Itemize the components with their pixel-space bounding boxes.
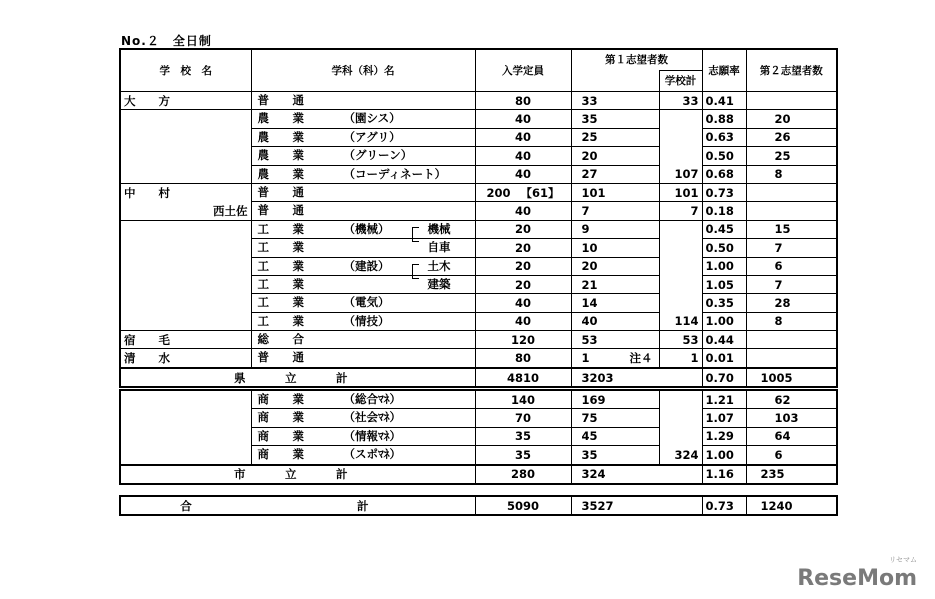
- application-ratio: 0.18: [702, 202, 746, 220]
- school-total-value: [659, 220, 702, 238]
- school-total-value: [659, 147, 702, 165]
- first-choice-value: [571, 239, 659, 257]
- grand-total-second: 1240: [760, 498, 793, 513]
- course-field: 工 業: [257, 240, 310, 255]
- application-ratio: 1.00: [702, 257, 746, 275]
- course-field: 商 業: [257, 428, 310, 443]
- course-specialty: （スポﾏﾈ）: [343, 447, 401, 462]
- second-choice-value: [746, 92, 837, 110]
- capacity-number: 20: [514, 240, 531, 255]
- capacity-number: 120: [510, 332, 535, 347]
- course-name: [251, 183, 475, 201]
- second-choice-value: [746, 349, 837, 368]
- course-name: [251, 92, 475, 110]
- second-choice-value: 103: [746, 409, 837, 427]
- table-row: [120, 202, 837, 220]
- school-total-value: [659, 275, 702, 293]
- grand-total-table: [119, 495, 838, 516]
- capacity-value: [475, 312, 571, 330]
- capacity-value: [475, 183, 571, 201]
- course-field: 商 業: [257, 410, 310, 425]
- course-name: [251, 331, 475, 349]
- course-subdivision: 自車: [427, 240, 451, 255]
- school-name: 大 方: [120, 92, 251, 110]
- first-choice-number: 35: [581, 447, 598, 462]
- prefectural-table: [119, 48, 838, 388]
- bracket-mark: [412, 239, 419, 243]
- second-choice-value: 8: [746, 312, 837, 330]
- course-name: [251, 409, 475, 427]
- course-specialty: （機械）: [343, 221, 390, 236]
- first-choice-value: [571, 312, 659, 330]
- second-choice-value: 7: [746, 275, 837, 293]
- first-choice-number: 1: [581, 351, 590, 366]
- school-total-value: [659, 427, 702, 445]
- capacity-number: 80: [514, 351, 531, 366]
- application-ratio: 0.68: [702, 165, 746, 183]
- capacity-value: [475, 275, 571, 293]
- header-course: 学科（科）名: [251, 49, 475, 92]
- second-choice-value: 8: [746, 165, 837, 183]
- application-ratio: 0.41: [702, 92, 746, 110]
- course-name: [251, 349, 475, 368]
- first-choice-note: 注４: [629, 351, 653, 366]
- school-total-value: 107: [659, 165, 702, 183]
- logo-small-text: リセマム: [889, 556, 917, 564]
- course-field: 工 業: [257, 313, 310, 328]
- application-ratio: 0.44: [702, 331, 746, 349]
- first-choice-number: 14: [581, 295, 598, 310]
- second-choice-value: 25: [746, 147, 837, 165]
- second-choice-value: [746, 202, 837, 220]
- capacity-value: [475, 409, 571, 427]
- school-total-value: 114: [659, 312, 702, 330]
- capacity-number: 80: [514, 93, 531, 108]
- capacity-number: 35: [514, 447, 531, 462]
- application-ratio: 0.45: [702, 220, 746, 238]
- course-specialty: （建設）: [343, 258, 390, 273]
- application-ratio: 1.07: [702, 409, 746, 427]
- capacity-value: [475, 220, 571, 238]
- grand-total-label-b: 計: [251, 496, 475, 515]
- capacity-number: 40: [514, 112, 531, 127]
- city-total-first: 324: [571, 465, 659, 484]
- course-subdivision: 機械: [427, 221, 451, 236]
- first-choice-number: 35: [581, 112, 598, 127]
- course-subdivision: 建築: [427, 276, 451, 291]
- first-choice-value: [571, 409, 659, 427]
- header-school-total: 学校計: [659, 71, 702, 92]
- capacity-value: [475, 390, 571, 409]
- capacity-number: 40: [514, 130, 531, 145]
- grand-total-capacity: 5090: [475, 496, 571, 515]
- city-total-second: 235: [746, 465, 837, 484]
- table-row: [120, 110, 837, 128]
- grand-total-label-a: 合: [180, 498, 192, 513]
- school-name: 宿 毛: [120, 331, 251, 349]
- header-capacity: 入学定員: [475, 49, 571, 92]
- course-field: 農 業: [257, 111, 310, 126]
- school-total-value: [659, 128, 702, 146]
- course-name: [251, 110, 475, 128]
- table-row: [120, 331, 837, 349]
- header-second-choice: 第２志望者数: [759, 64, 823, 77]
- prefectural-total-second: 1005: [746, 368, 837, 387]
- first-choice-number: 20: [581, 148, 598, 163]
- first-choice-number: 20: [581, 259, 598, 274]
- course-field: 総 合: [257, 332, 310, 347]
- capacity-value: [475, 446, 571, 465]
- first-choice-number: 40: [581, 314, 598, 329]
- first-choice-number: 101: [581, 185, 606, 200]
- first-choice-value: [571, 331, 659, 349]
- course-name: [251, 147, 475, 165]
- application-ratio: 0.50: [702, 239, 746, 257]
- capacity-number: 35: [514, 429, 531, 444]
- first-choice-value: [571, 92, 659, 110]
- school-total-value: 101: [659, 183, 702, 201]
- school-name: 西土佐: [120, 202, 251, 220]
- first-choice-number: 169: [581, 392, 606, 407]
- first-choice-value: [571, 349, 659, 368]
- bracket-mark: [412, 275, 419, 279]
- course-field: 工 業: [257, 221, 310, 236]
- capacity-value: [475, 147, 571, 165]
- course-field: 普 通: [257, 93, 310, 107]
- bracket-mark: [412, 264, 419, 276]
- course-name: [251, 427, 475, 445]
- capacity-number: 40: [514, 314, 531, 329]
- capacity-note: 【61】: [520, 185, 560, 200]
- city-total-label: 市 立 計: [120, 465, 475, 484]
- resemom-logo: ReseMom: [797, 566, 917, 591]
- school-total-value: 7: [659, 202, 702, 220]
- capacity-number: 140: [510, 392, 535, 407]
- table-row: [120, 220, 837, 238]
- course-name: [251, 275, 475, 293]
- school-total-value: 53: [659, 331, 702, 349]
- capacity-number: 40: [514, 167, 531, 182]
- course-field: 工 業: [257, 295, 310, 310]
- first-choice-number: 75: [581, 411, 598, 426]
- application-ratio: 0.63: [702, 128, 746, 146]
- first-choice-value: [571, 390, 659, 409]
- city-total-capacity: 280: [475, 465, 571, 484]
- school-total-value: 324: [659, 446, 702, 465]
- header-school: 学 校 名: [120, 49, 251, 92]
- first-choice-value: [571, 275, 659, 293]
- first-choice-value: [571, 446, 659, 465]
- header-ratio: 志願率: [702, 49, 746, 92]
- first-choice-value: [571, 183, 659, 201]
- course-name: [251, 128, 475, 146]
- capacity-value: [475, 331, 571, 349]
- course-specialty: （総合ﾏﾈ）: [343, 392, 401, 406]
- prefectural-total-ratio: 0.70: [702, 368, 746, 387]
- prefectural-total-label: 県 立 計: [120, 368, 475, 387]
- course-subdivision: 土木: [427, 258, 451, 273]
- capacity-number: 20: [514, 259, 531, 274]
- course-field: 商 業: [257, 447, 310, 462]
- capacity-value: [475, 349, 571, 368]
- second-choice-value: [746, 331, 837, 349]
- application-ratio: 0.73: [702, 183, 746, 201]
- city-table: [119, 389, 838, 485]
- capacity-value: [475, 165, 571, 183]
- course-field: 普 通: [257, 203, 310, 218]
- first-choice-number: 7: [581, 204, 590, 219]
- grand-total-first: 3527: [581, 498, 614, 513]
- first-choice-value: [571, 427, 659, 445]
- course-specialty: （園シス）: [343, 111, 401, 126]
- second-choice-value: [746, 183, 837, 201]
- course-name: [251, 165, 475, 183]
- course-field: 普 通: [257, 184, 310, 199]
- capacity-number: 70: [514, 411, 531, 426]
- first-choice-value: [571, 294, 659, 312]
- first-choice-number: 45: [581, 429, 598, 444]
- course-specialty: （電気）: [343, 295, 390, 310]
- second-choice-value: 20: [746, 110, 837, 128]
- header-first-choice: 第１志望者数: [571, 49, 702, 71]
- capacity-number: 40: [514, 204, 531, 219]
- course-specialty: （アグリ）: [343, 129, 401, 144]
- first-choice-number: 53: [581, 332, 598, 347]
- course-name: [251, 390, 475, 409]
- application-ratio: 0.88: [702, 110, 746, 128]
- first-choice-value: [571, 220, 659, 238]
- capacity-value: [475, 257, 571, 275]
- first-choice-value: [571, 257, 659, 275]
- application-ratio: 0.01: [702, 349, 746, 368]
- second-choice-value: 7: [746, 239, 837, 257]
- city-total-ratio: 1.16: [702, 465, 746, 484]
- capacity-number: 20: [514, 222, 531, 237]
- school-total-value: [659, 294, 702, 312]
- capacity-value: [475, 239, 571, 257]
- course-name: [251, 312, 475, 330]
- school-name: [120, 390, 251, 465]
- second-choice-value: 28: [746, 294, 837, 312]
- first-choice-value: [571, 147, 659, 165]
- table-row: [120, 92, 837, 110]
- prefectural-total-capacity: 4810: [475, 368, 571, 387]
- school-total-value: [659, 110, 702, 128]
- capacity-value: [475, 294, 571, 312]
- first-choice-value: [571, 110, 659, 128]
- course-name: [251, 220, 475, 238]
- course-name: [251, 239, 475, 257]
- school-total-value: 1: [659, 349, 702, 368]
- course-name: [251, 257, 475, 275]
- first-choice-number: 9: [581, 222, 590, 237]
- capacity-number: 200: [486, 185, 511, 200]
- bracket-mark: [412, 227, 419, 239]
- course-field: 商 業: [257, 392, 310, 406]
- first-choice-number: 25: [581, 130, 598, 145]
- school-total-value: [659, 409, 702, 427]
- course-name: [251, 446, 475, 465]
- school-total-value: 33: [659, 92, 702, 110]
- first-choice-number: 10: [581, 240, 598, 255]
- second-choice-value: 6: [746, 257, 837, 275]
- application-ratio: 1.05: [702, 275, 746, 293]
- course-field: 工 業: [257, 258, 310, 273]
- first-choice-number: 33: [581, 93, 598, 108]
- application-ratio: 1.00: [702, 312, 746, 330]
- course-specialty: （情技）: [343, 313, 390, 328]
- course-field: 普 通: [257, 350, 310, 365]
- document-title: No.２ 全日制: [121, 34, 212, 48]
- table-row: [120, 183, 837, 201]
- course-name: [251, 294, 475, 312]
- first-choice-value: [571, 202, 659, 220]
- second-choice-value: 26: [746, 128, 837, 146]
- application-ratio: 0.35: [702, 294, 746, 312]
- capacity-number: 40: [514, 148, 531, 163]
- capacity-value: [475, 128, 571, 146]
- capacity-number: 40: [514, 295, 531, 310]
- second-choice-value: 15: [746, 220, 837, 238]
- course-name: [251, 202, 475, 220]
- school-total-value: [659, 239, 702, 257]
- first-choice-value: [571, 128, 659, 146]
- first-choice-number: 21: [581, 277, 598, 292]
- application-ratio: 0.50: [702, 147, 746, 165]
- second-choice-value: 62: [746, 390, 837, 409]
- capacity-value: [475, 202, 571, 220]
- school-name: 中 村: [120, 183, 251, 201]
- capacity-number: 20: [514, 277, 531, 292]
- table-row: [120, 390, 837, 409]
- school-name: [120, 110, 251, 184]
- grand-total-ratio: 0.73: [702, 496, 746, 515]
- prefectural-total-first: 3203: [571, 368, 659, 387]
- school-name: 清 水: [120, 349, 251, 368]
- application-ratio: 1.21: [702, 390, 746, 409]
- course-specialty: （コーディネート）: [343, 166, 447, 181]
- course-specialty: （グリーン）: [343, 148, 413, 163]
- school-total-value: [659, 390, 702, 409]
- course-field: 工 業: [257, 276, 310, 291]
- school-name: [120, 220, 251, 330]
- application-ratio: 1.29: [702, 427, 746, 445]
- course-specialty: （情報ﾏﾈ）: [343, 428, 401, 443]
- capacity-value: [475, 110, 571, 128]
- course-field: 農 業: [257, 129, 310, 144]
- first-choice-number: 27: [581, 167, 598, 182]
- course-field: 農 業: [257, 148, 310, 163]
- table-row: [120, 349, 837, 368]
- second-choice-value: 64: [746, 427, 837, 445]
- first-choice-value: [571, 165, 659, 183]
- capacity-value: [475, 427, 571, 445]
- course-field: 農 業: [257, 166, 310, 181]
- application-ratio: 1.00: [702, 446, 746, 465]
- second-choice-value: 6: [746, 446, 837, 465]
- course-specialty: （社会ﾏﾈ）: [343, 410, 401, 425]
- school-total-value: [659, 257, 702, 275]
- capacity-value: [475, 92, 571, 110]
